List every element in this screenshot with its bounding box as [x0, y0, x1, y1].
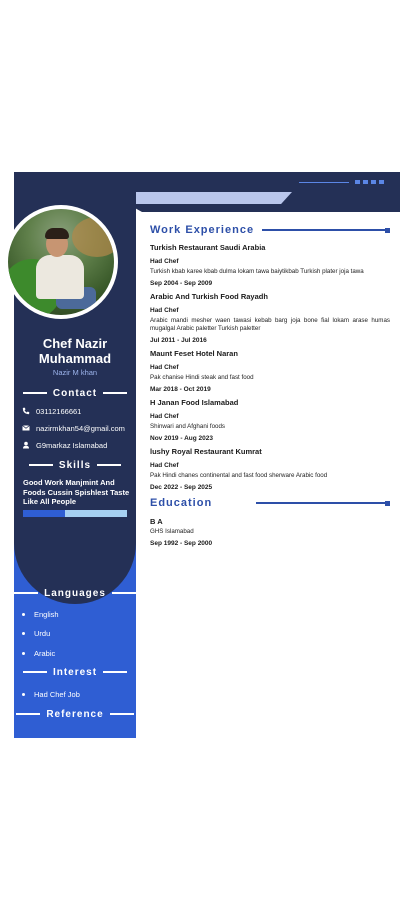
reference-heading-label: Reference — [46, 708, 104, 720]
job-title: H Janan Food Islamabad — [150, 398, 239, 407]
job-dates: Nov 2019 - Aug 2023 — [150, 435, 213, 442]
bullet-icon — [22, 652, 25, 655]
language-label: English — [34, 609, 59, 619]
interest-heading — [14, 665, 136, 679]
languages-heading — [14, 586, 136, 600]
bullet-icon — [22, 632, 25, 635]
school: GHS Islamabad — [150, 528, 194, 535]
resume-page — [0, 172, 400, 738]
skills-text: Good Work Manjmint And Foods Cussin Spishlest Taste Like All People — [23, 478, 130, 506]
contact-heading — [14, 386, 136, 400]
education-entry — [150, 516, 390, 549]
location-icon — [22, 441, 30, 449]
job-description: Arabic mandi mesher waen tawasi kebab barg joja bone fial lokam arase humas mugalgal Arabic paletter Turkish paletter — [150, 317, 390, 332]
skills-heading-label: Skills — [58, 459, 92, 471]
job-title: Turkish Restaurant Saudi Arabia — [150, 243, 266, 252]
work-entry — [150, 348, 390, 395]
name-line-2: Muhammad — [38, 351, 112, 366]
work-experience-label: Work Experience — [150, 224, 255, 236]
job-title: Maunt Feset Hotel Naran — [150, 349, 238, 358]
work-entry — [150, 242, 390, 289]
skills-heading — [14, 458, 136, 472]
job-description: Turkish kbab karee kbab dulma lokam tawa baiytikbab Turkish plater joja tawa — [150, 268, 364, 275]
language-item — [22, 647, 132, 659]
contact-address — [22, 439, 134, 451]
interest-label: Had Chef Job — [34, 689, 80, 699]
work-entry — [150, 397, 390, 444]
interest-heading-label: Interest — [52, 666, 98, 678]
phone-text: 03112166661 — [36, 406, 82, 416]
job-description: Pak chanise Hindi steak and fast food — [150, 374, 254, 381]
job-title: Arabic And Turkish Food Rayadh — [150, 292, 268, 301]
job-role: Had Chef — [150, 462, 179, 469]
job-dates: Mar 2018 - Oct 2019 — [150, 386, 211, 393]
education-dates: Sep 1992 - Sep 2000 — [150, 540, 213, 547]
phone-icon — [22, 407, 30, 415]
full-name — [14, 336, 136, 366]
job-dates: Dec 2022 - Sep 2025 — [150, 484, 213, 491]
job-role: Had Chef — [150, 258, 179, 265]
work-entry — [150, 291, 390, 346]
header-accent-band — [110, 192, 292, 204]
job-role: Had Chef — [150, 364, 179, 371]
contact-phone[interactable] — [22, 405, 134, 417]
email-text: nazirmkhan54@gmail.com — [36, 423, 125, 433]
contact-heading-label: Contact — [52, 387, 98, 399]
bullet-icon — [22, 613, 25, 616]
skill-level-fill — [23, 510, 65, 517]
job-role: Had Chef — [150, 413, 179, 420]
job-description: Shinwari and Afghani foods — [150, 423, 225, 430]
language-label: Urdu — [34, 628, 51, 638]
address-text: G9markaz Islamabad — [36, 440, 108, 450]
contact-email[interactable] — [22, 422, 134, 434]
job-title: lushy Royal Restaurant Kumrat — [150, 447, 262, 456]
language-label: Arabic — [34, 648, 56, 658]
email-icon — [22, 424, 30, 432]
languages-heading-label: Languages — [44, 587, 106, 599]
language-item — [22, 627, 132, 639]
skill-level-bar — [23, 510, 127, 517]
language-item — [22, 608, 132, 620]
job-description: Pak Hindi chanes continental and fast food sherware Arabic food — [150, 472, 328, 479]
bullet-icon — [22, 693, 25, 696]
sub-name: Nazir M khan — [52, 368, 98, 377]
degree: B A — [150, 517, 163, 526]
education-label: Education — [150, 497, 213, 509]
job-role: Had Chef — [150, 307, 179, 314]
job-dates: Sep 2004 - Sep 2009 — [150, 280, 213, 287]
education-heading — [150, 496, 390, 510]
work-experience-heading — [150, 223, 390, 237]
header-decoration — [299, 180, 384, 184]
interest-item — [22, 688, 132, 700]
job-dates: Jul 2011 - Jul 2016 — [150, 337, 207, 344]
work-entry — [150, 446, 390, 493]
profile-photo — [8, 209, 114, 315]
reference-heading — [14, 707, 136, 721]
name-line-1: Chef Nazir — [42, 336, 108, 351]
